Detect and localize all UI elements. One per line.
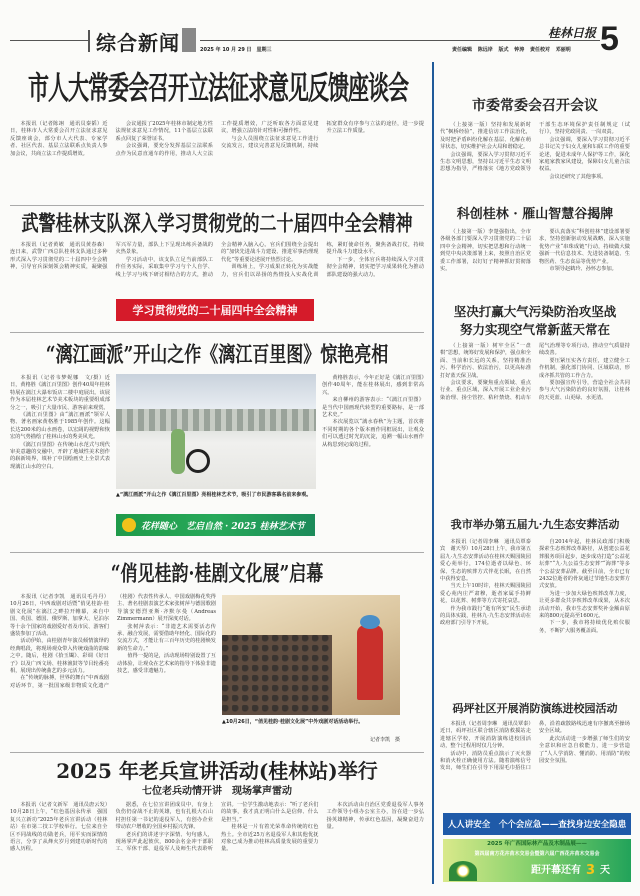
scroll-painting	[116, 409, 316, 431]
header-rule	[10, 40, 90, 41]
section-title: 综合新闻	[96, 31, 180, 55]
photo-guiju-performance	[222, 595, 400, 715]
article-paragraph: 本次展览以“漓水春秋”为主题，首次将不同时期的各个版本画作同框展出，让观众们可以透过时光的沉淀，追溯一幅山水画作从构思到完成的过程。	[322, 419, 424, 448]
editors-credit: 责任编辑 陈远岸 版式 钟涛 责任校对 邓丽明	[452, 47, 571, 53]
article-paragraph: 活动伊始，由桂剧青年演员倾情演绎的经典唱段，将现场观众带入传统戏曲的韵味之中。随后，桂剧《拾玉镯》、彩调《好日子》以及广西文场、桂林渔鼓等节目轮番亮相，展现出传统曲艺的多元活力。	[10, 638, 109, 675]
article-body-lawmaking	[10, 121, 424, 199]
article-paragraph: 会议还研究了其他事项。	[549, 173, 607, 180]
article-paragraph: 下一步，全体官兵将持续深入学习贯彻全会精神，切实把学习成果转化为推动部队建设的强大动力。	[326, 256, 424, 278]
article-body-veterans	[10, 802, 424, 886]
article-paragraph: 要压紧压实各方责任，建立健全工作机制，强化部门协同、区域联动，形成齐抓共管的工作合力。	[539, 357, 630, 379]
study-banner: 学习贯彻党的二十届四中全会精神	[116, 299, 314, 321]
article-paragraph: 当天上午10时许，桂林天赐园陵园爱心苑内庄严肃穆，逝者家属手持鲜花，以花葬、树葬等方式寄托哀思。	[440, 583, 531, 605]
festival-logo-icon	[122, 518, 136, 532]
article-paragraph: 作为我市践行“逝有所安”民生承诺的具体实践，桂林九·九生态安葬活动在政府部门引导下开展。	[440, 605, 531, 627]
performer-figure	[357, 625, 383, 700]
article-paragraph: （上接第一版）坚持和发展新时代“枫桥经验”，推进信访工作法治化，及时把矛盾纠纷化解在基层、化解在萌芽状态，切实维护社会大局和谐稳定。	[440, 122, 531, 151]
article-paragraph: 训练场上，学习成果正转化为实战能力，官兵们以昂扬的热情投入实战化训练，紧盯使命任务，聚焦备战打仗，持续提升战斗力建设水平。	[221, 242, 424, 278]
arts-festival-banner	[116, 514, 315, 536]
article-paragraph: 为进一步加大绿色殡葬改革力度，让更多群众共享殡葬改革成果，从本次活动开始，我市生态安葬奖补金额由原来的800元提高至1600元。	[539, 590, 630, 620]
article-paragraph: 本报讯（记者黄敏 通讯员黄春森）连日来，武警广西总队桂林支队通过多种形式深入学习贯彻党的二十届四中全会精神，引导官兵深刻领会精神实质，凝聚强军兴军力量，部队上下呈现出练兵备战的火热景象。	[10, 242, 213, 271]
column-divider	[432, 62, 434, 884]
headline-guiju: “俏见桂韵·桂剧文化展”启幕	[110, 561, 324, 587]
countdown	[531, 863, 610, 879]
separator	[10, 552, 424, 553]
headline-armed-police: 武警桂林支队深入学习贯彻党的二十届四中全会精神	[21, 211, 413, 237]
article-paragraph: 值得一提的是，活动现场特别设置了互动体验，让观众在艺术家的指导下体验非遗技艺，感受非遗魅力。	[117, 653, 216, 675]
article-paragraph: 本报讯（记者李凯 通讯员毛丹丹）10月26日，中西戏剧对话暨“俏见桂韵·桂剧文化展”在漓江之畔拉开帷幕，来自中国、英国、德国、俄罗斯、加拿大、尼泊尔等十余个国家的戏剧爱好者及市民、游客们盛装参加了活动。	[10, 594, 109, 638]
article-paragraph: 《漓江百里图》在传统山水范式与现代审美意趣的交融中，开辟了地域性美术创作的崭新境界，填补了中国绘画史上全景式表现漓江山水的空白。	[10, 441, 110, 470]
visitor-figure	[171, 429, 185, 474]
header-rule	[200, 40, 600, 41]
article-paragraph: 会议要求，要聚焦重点领域、重点行业、重点区域，深入开展工业企业污染治理、扬尘管控、秸秆禁烧、机动车尾气治理等专项行动，推动空气质量持续改善。	[440, 343, 630, 401]
article-paragraph: （上接第一版）李楚强指出，全市各级各部门要深入学习贯彻党的二十届四中全会精神，切实把思想和行动统一到党中央决策部署上来，按照自治区党委工作部署，以钉钉子精神抓好贯彻落实。	[440, 229, 531, 273]
article-paragraph: 会议通报了2025年桂林市制定地方性法规征求意见工作情况，11个基层立法联系点回复了荣誉证书。	[115, 121, 213, 142]
flower-expo-ad[interactable]	[443, 839, 631, 882]
photo-credit: 记者李凯 摄	[369, 737, 400, 743]
issue-date: 2025 年 10 月 29 日 星期三	[200, 47, 272, 53]
subheadline-veterans: 七位老兵动情开讲 现场掌声雷动	[142, 786, 292, 797]
article-paragraph: 来自柳州的游客表示：“《漓江百里图》是当代中国画现代转型的重要路标，是一部艺术史。”	[322, 397, 424, 419]
safety-banner: 人人讲安全 个个会应急——查找身边安全隐患	[443, 813, 631, 835]
article-paragraph: 市领导赵鹤玲、孙怀志参加。	[549, 266, 617, 273]
flower-icon	[449, 861, 477, 881]
article-body-lijiang-left	[10, 375, 110, 547]
article-paragraph: 本报讯（记者周李琳 通讯员覃泰宾 谢天琴）10月28日上午，我市第五届九·九生态安葬活动在桂林天赐园陵园爱心苑举行，174位逝者以绿色、环保、生态的殡葬方式伴花长眠，在自然中获得安息。	[440, 539, 532, 583]
article-body-yanshan	[440, 229, 630, 293]
article-paragraph: （上接第一版）树牢全区“一盘棋”思想，统筹好发展和保护，强点和全面、当前和长远的关系，坚持精准治污、科学治污、依法治污，以更高标准打好蓝天保卫战。	[440, 343, 531, 379]
article-paragraph: 会议强调，要深入学习贯彻习近平总书记关于妇女儿童和妇联工作的重要论述，促进未成年人保护等工作，深化家庭家教家风建设，保障妇女儿童合法权益。	[539, 136, 630, 173]
countdown-suffix: 天	[600, 865, 611, 876]
ad-line2: 第四届南方花卉苗木交易会暨第六届广西花卉苗木交易会	[474, 851, 600, 857]
article-paragraph: 本次活动由自治区党委退役军人事务工作领导小组办公室主办，旨在进一步弘扬英雄精神，传承红色基因，凝聚奋进力量。	[326, 802, 424, 831]
page-number: 5	[600, 20, 619, 58]
article-body-lijiang-right	[322, 375, 424, 547]
article-body-air-pollution	[440, 343, 630, 509]
ad-line1: 2025 年广西国际林产品及木制品展——	[487, 841, 587, 847]
headline-lijiang: “漓江画派”开山之作《漓江百里图》惊艳亮相	[45, 342, 389, 368]
article-paragraph: 《漓江百里图》由“漓江画派”领军人物、著名画家黄格胜于1985年创作。这幅长达200米的山水画卷，以宏阔的视野和恢宏的气势描绘了桂林山水的秀美风光。	[10, 412, 110, 441]
audience	[222, 635, 332, 715]
headline-veterans: 2025 年老兵宣讲活动(桂林站)举行	[56, 759, 378, 783]
photo-caption-guiju: ▲10月26日，“俏见桂韵·桂剧文化展”中外戏剧对话活动举行。	[222, 719, 364, 725]
article-body-standing-committee	[440, 122, 630, 200]
article-body-fire-drill	[440, 721, 630, 807]
article-paragraph: 与会人员围绕立法征求意见工作进行交流发言，建议完善意见反馈机制，持续拓宽群众有序参与立法的途径，进一步提升立法工作质量。	[221, 121, 424, 150]
article-paragraph: 在“传统的脉搏，世界的舞台”中西戏剧对话环节，第一批国家级非物质文化遗产（桂剧）代表性传承人、中国戏剧梅花奖得主、著名桂剧表演艺术家张树萍与德国歌剧导演安德烈亚斯·齐默尔曼（Andreas Zimmermann）展开深度对话。	[10, 594, 216, 689]
article-paragraph: 此次活动进一步增强了师生们的安全意识和应急自救能力，进一步营造了“人人学消防、懂消防、用消防”的校园安全氛围。	[539, 735, 630, 765]
article-paragraph: 自2014年起，桂林民政部门积极探索生态殡葬改革路径，从创建公益花葬服务项目起步，逐步成功打造“公益花坛葬”“九·九公益生态安葬”“海葬”等多个公益安葬品牌。截至目前，全市已有2432位逝者的骨灰通过节地生态安葬方式安放。	[539, 539, 631, 590]
separator	[10, 205, 424, 206]
performer-headdress	[360, 615, 380, 629]
article-paragraph: 黄格胜表示，今年正好是《漓江百里图》创作40周年，能在桂林展出，感到非常高兴。	[322, 375, 424, 396]
headline-eco-burial: 我市举办第五届九·九生态安葬活动	[450, 518, 620, 531]
article-paragraph: 张树萍表示：“非遗艺术需要活态传承、融合发展，需要借助年轻化、国际化的交流方式，才能让有三百年历史的桂剧焕发新的生命力。”	[117, 623, 216, 652]
article-body-guiju	[10, 594, 216, 744]
photo-caption-lijiang: ▲“漓江画派”开山之作《漓江百里图》亮相桂林艺术节，吸引了市民游客慕名前来参观。	[116, 492, 312, 498]
headline-yanshan: 科创桂林 · 雁山智慧谷揭牌	[456, 207, 614, 222]
article-paragraph: 会议强调，要充分发挥基层立法联系点作为民意直通车的作用，推动人大立法工作提质增效，广泛听取各方面意见建议，增强立法的针对性和可操作性。	[115, 121, 319, 157]
article-paragraph: 老兵们的讲述字字深情、句句感人，现场掌声此起彼伏，800余名金冲干部职工、军休干部、退役军人及师生代表聆听宣讲。一位学生激动地表示：“听了老兵们的故事，我才真正明白什么是信仰、什么是担当。”	[115, 802, 319, 853]
countdown-prefix: 距开幕还有	[531, 865, 581, 876]
wheelchair	[186, 449, 210, 473]
article-body-armed-police	[10, 242, 424, 296]
article-paragraph: 本报讯（记者韦梦妮娜 文/摄）近日，黄格胜《漓江百里图》创作40周年桂林特展在漓江大瀑布饭店二楼中庭展出。该展作为本届桂林艺术节美术板块的重要组成部分之一，吸引了大量市民、游客前来观赏。	[10, 375, 110, 411]
headline-lawmaking: 市人大常委会召开立法征求意见反馈座谈会	[28, 70, 408, 106]
article-paragraph: 本报讯（记者周李琳 通讯员覃泰）近日，码坪社区联合辖区消防救援站走进辖区学校，开展消防演练进校园活动，整个过程用时仅几分钟。	[440, 721, 531, 750]
separator	[10, 332, 424, 333]
article-paragraph: 下一步，我市将持续优化殡仪服务，不断扩大服务覆盖面。	[539, 620, 630, 634]
article-paragraph: 要认真落实“科创桂林”建设部署要求，坚持创新驱动发展战略，深入实施优势产业“串珠成链”行动，持续做大做强新一代信息技术、先进装备制造、生物医药、生态食品等优势产业。	[539, 229, 630, 265]
headline-air-pollution-1: 坚决打赢大气污染防治攻坚战	[453, 304, 617, 319]
header-block	[182, 28, 196, 52]
newspaper-logo: 桂林日报	[548, 26, 597, 40]
article-body-eco-burial	[440, 539, 630, 691]
article-paragraph: 据悉，在七位宣讲团成员中，有身上负伤仍奋战不止的英雄，也有扎根大石山村担任第一书记的退役军人，有创办企业带动农户增收的全国乡村振兴先锋。	[115, 802, 213, 831]
photo-lijiang-exhibition	[116, 374, 316, 489]
headline-air-pollution-2: 努力实现空气常新蓝天常在	[459, 322, 610, 337]
separator	[10, 752, 424, 753]
article-paragraph: 本报讯（记者文新军 通讯员唐云发）10月28日上午，“红色基因永传承 强国复兴立新功”2025年老兵宣讲活动（桂林站）在市第二技工学校举行。七位来自全区不同战线的功勋老兵，用平实而深情的语言，分享了从烽火岁月到建功新时代的感人历程。	[10, 802, 108, 853]
article-paragraph: 桂林是一片有着光荣革命传统的红色热土。全市近25万名退役军人和其他优抚对象已成为推动桂林高质量发展的重要力量。	[221, 824, 319, 853]
article-paragraph: 本报讯（记者陈翊 通讯员秦韬）近日，桂林市人大常委会召开立法征求意见反馈座谈会，部分市人大代表、专家学者、社区代表、基层立法联系点负责人参加会议，共商立法工作提质增效。	[10, 121, 108, 157]
countdown-days: 3	[586, 863, 596, 878]
festival-slogan: 花样随心 艺启自然 · 2025 桂林艺术节	[141, 521, 305, 532]
header-divider	[88, 30, 90, 52]
article-paragraph: 要加强宣传引导，营造全社会共同参与大气污染防治的良好氛围，让桂林的天更蓝、山更绿、水更清。	[539, 380, 630, 401]
headline-fire-drill: 码坪社区开展消防演练进校园活动	[452, 702, 618, 715]
article-paragraph: 学习活动中，该支队立足当前部队工作任务实际，采取集中学习与个人自学、线上学习与线下研讨相结合的方式，推动全会精神入脑入心。官兵们围绕全会提出的“加快先进战斗力建设、推进军事治理现代化”等重要论述展开热烈讨论。	[115, 242, 319, 278]
article-paragraph: 活动中，消防员重点演示了灭火器和消火栓正确使用方法。随着演练信号发出，师生们在引导下用湿毛巾捂住口鼻，沿着疏散路线迅速有序撤离至操场安全区域。	[440, 721, 630, 772]
headline-standing-committee: 市委常委会召开会议	[472, 98, 598, 114]
article-paragraph: 会议强调，要深入学习贯彻习近平生态文明思想，坚持以习近平生态文明思想为指导，严格落实《地方党政领导干部生态环境保护责任制规定（试行）》，坚持党政同责、一岗双责。	[440, 122, 630, 173]
